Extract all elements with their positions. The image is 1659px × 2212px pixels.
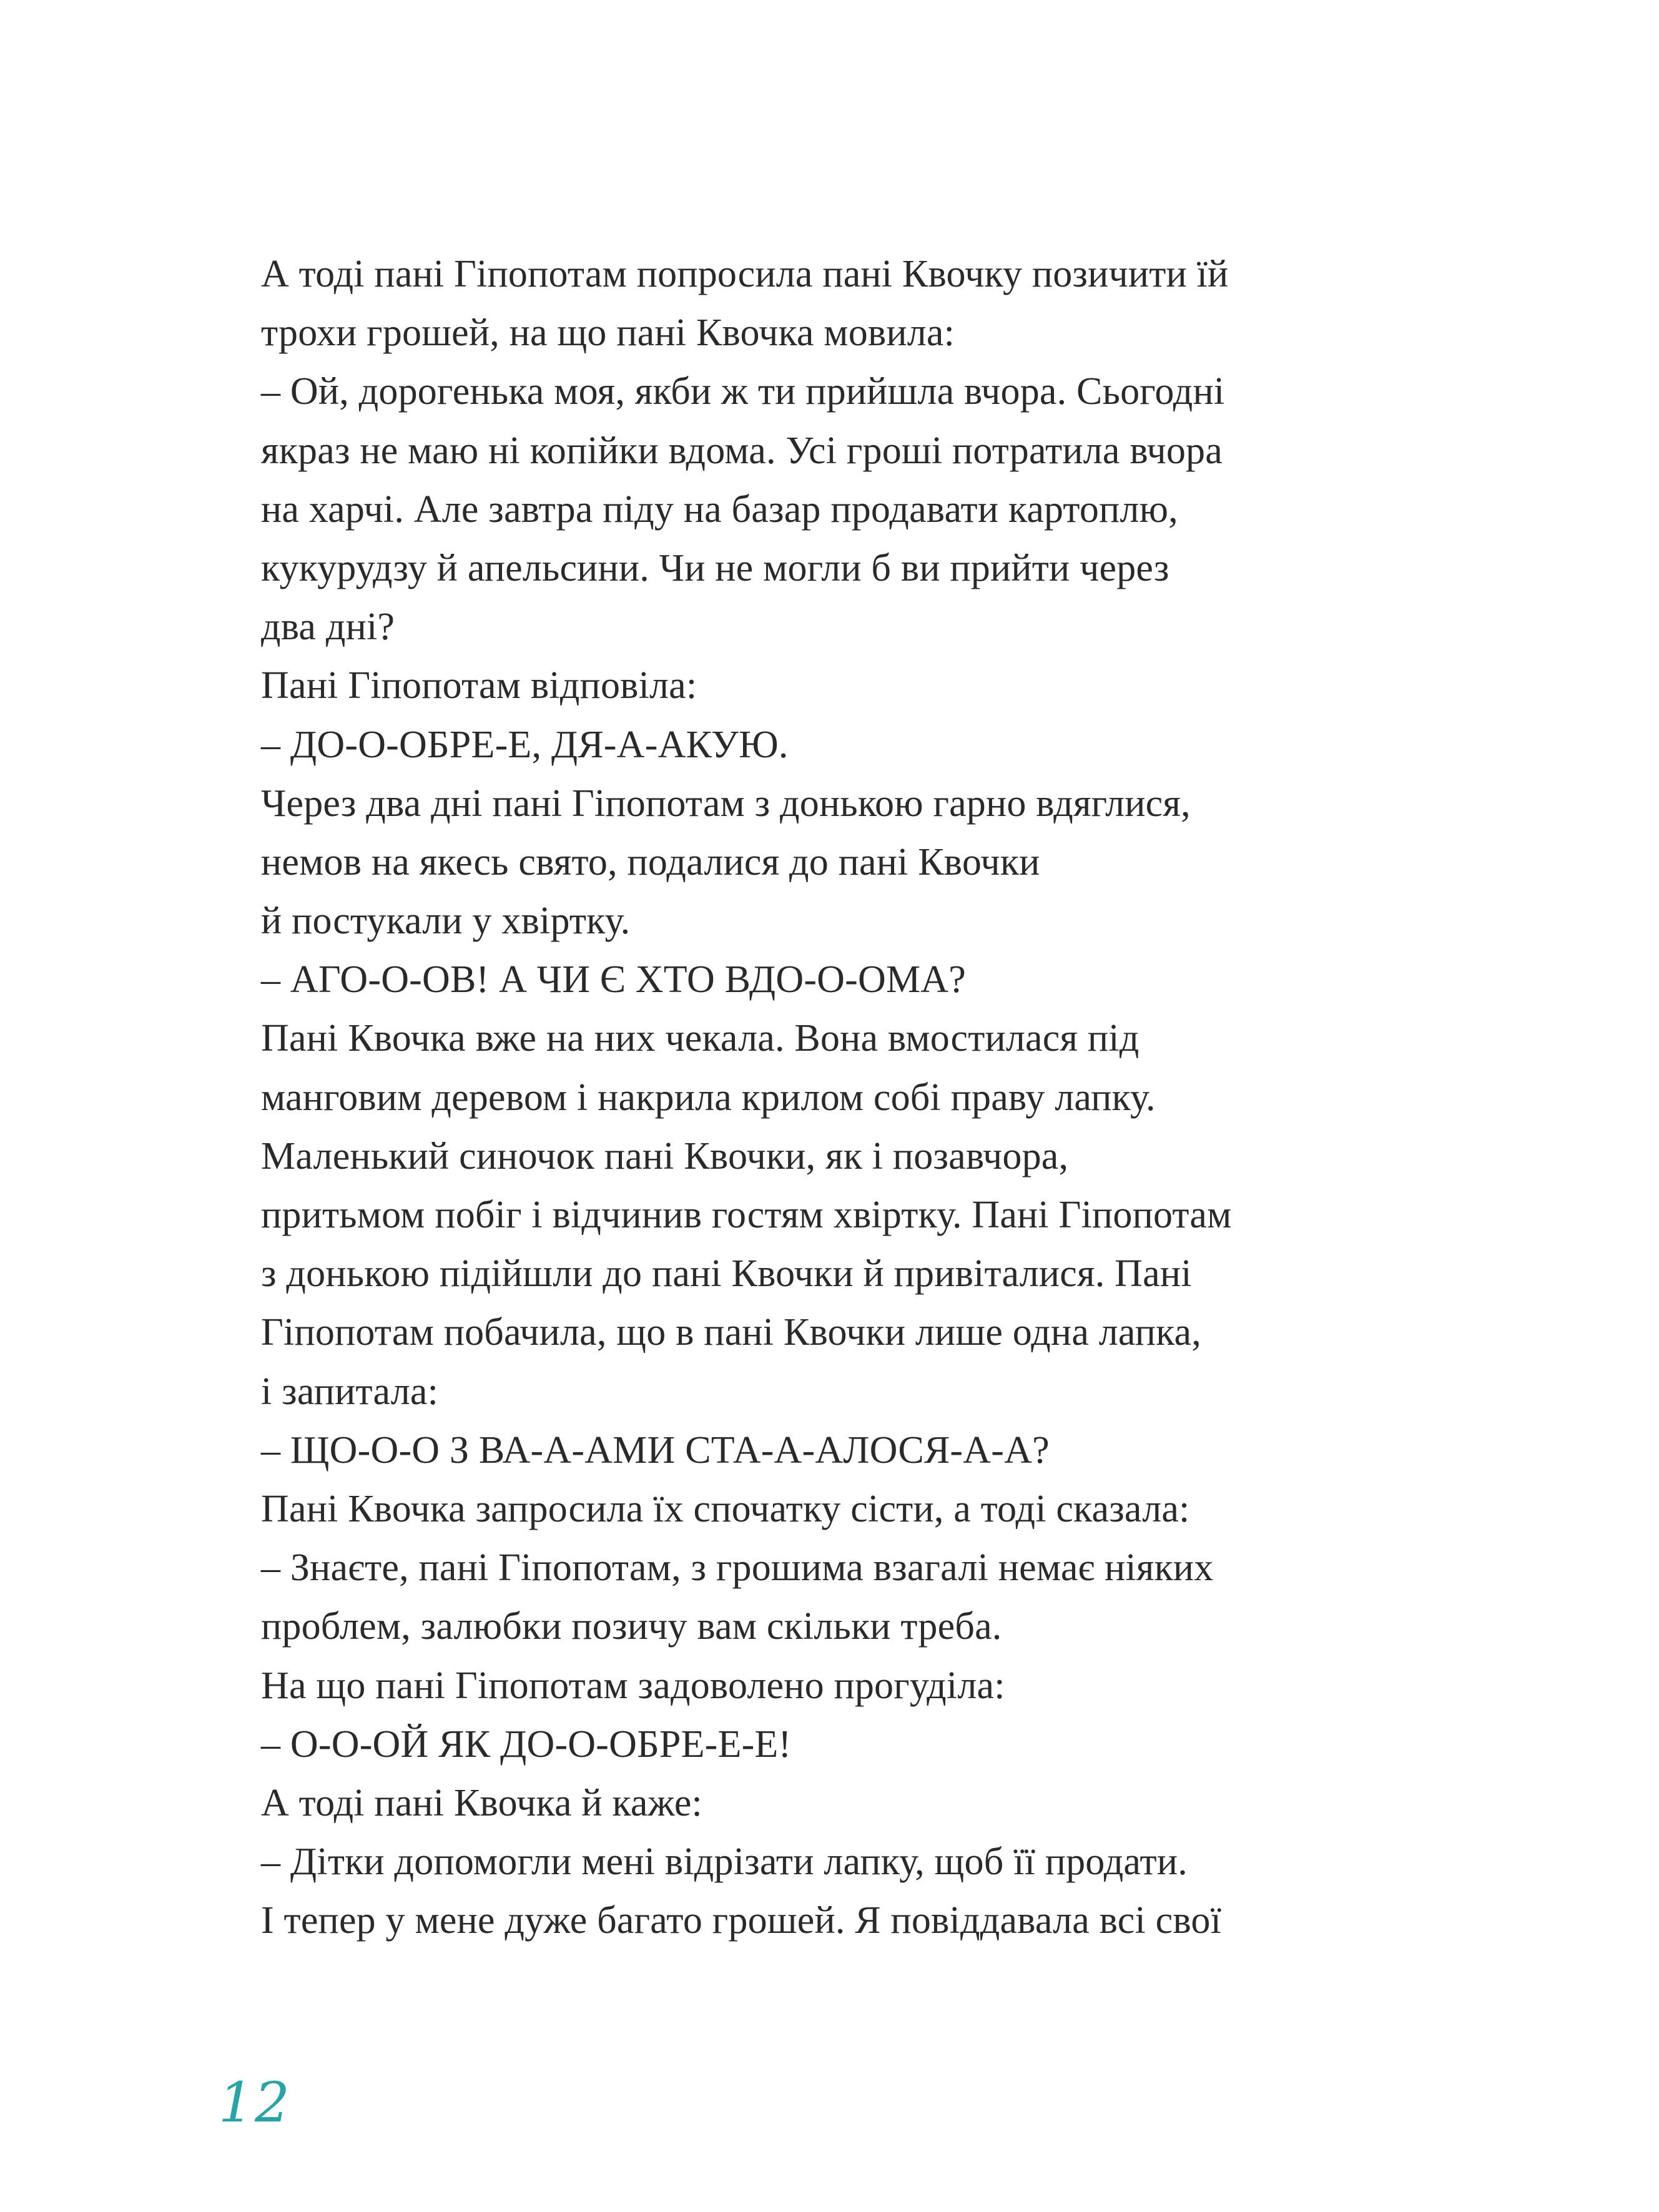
text-line: з донькою підійшли до пані Квочки й привіталися. Пані [261, 1252, 1192, 1295]
text-line: І тепер у мене дуже багато грошей. Я повіддавала всі свої [261, 1899, 1221, 1942]
text-line: Гіпопотам побачила, що в пані Квочки лише одна лапка, [261, 1311, 1201, 1354]
text-line: А тоді пані Квочка й каже: [261, 1781, 702, 1824]
text-line: і запитала: [261, 1370, 439, 1413]
text-line: А тоді пані Гіпопотам попросила пані Квочку позичити їй [261, 253, 1229, 295]
text-line: Через два дні пані Гіпопотам з донькою гарно вдяглися, [261, 782, 1191, 825]
text-line: й постукали у хвіртку. [261, 900, 631, 943]
text-line: – О-О-ОЙ ЯК ДО-О-ОБРЕ-Е-Е! [261, 1723, 792, 1766]
text-line: трохи грошей, на що пані Квочка мовила: [261, 312, 955, 355]
text-line: На що пані Гіпопотам задоволено прогуділа: [261, 1664, 1005, 1707]
text-line: манговим деревом і накрила крилом собі праву лапку. [261, 1076, 1156, 1119]
text-line: два дні? [261, 606, 395, 649]
page-number: 12 [219, 2070, 291, 2135]
text-line: Пані Квочка запросила їх спочатку сісти, а тоді сказала: [261, 1487, 1190, 1530]
text-line: – ДО-О-ОБРЕ-Е, ДЯ-А-АКУЮ. [261, 723, 789, 766]
text-line: – ЩО-О-О З ВА-А-АМИ СТА-А-АЛОСЯ-А-А? [261, 1428, 1050, 1472]
text-line: – Знаєте, пані Гіпопотам, з грошима взагалі немає ніяких [261, 1546, 1214, 1590]
text-line: на харчі. Але завтра піду на базар продавати картоплю, [261, 488, 1178, 531]
text-line: притьмом побіг і відчинив гостям хвіртку. Пані Гіпопотам [261, 1194, 1232, 1236]
story-text [261, 245, 1447, 1950]
text-line: кукурудзу й апельсини. Чи не могли б ви прийти через [261, 546, 1169, 589]
text-line: немов на якесь свято, подалися до пані Квочки [261, 840, 1040, 883]
text-line: Пані Гіпопотам відповіла: [261, 664, 697, 707]
text-line: – Ой, дорогенька моя, якби ж ти прийшла вчора. Сьогодні [261, 370, 1225, 413]
text-line: якраз не маю ні копійки вдома. Усі гроші потратила вчора [261, 429, 1223, 472]
text-line: – АГО-О-ОВ! А ЧИ Є ХТО ВДО-О-ОМА? [261, 958, 966, 1001]
text-line: Маленький синочок пані Квочки, як і позавчора, [261, 1134, 1069, 1177]
text-line: – Дітки допомогли мені відрізати лапку, щоб її продати. [261, 1841, 1188, 1884]
text-line: проблем, залюбки позичу вам скільки треба. [261, 1605, 1002, 1648]
text-line: Пані Квочка вже на них чекала. Вона вмостилася під [261, 1017, 1140, 1060]
